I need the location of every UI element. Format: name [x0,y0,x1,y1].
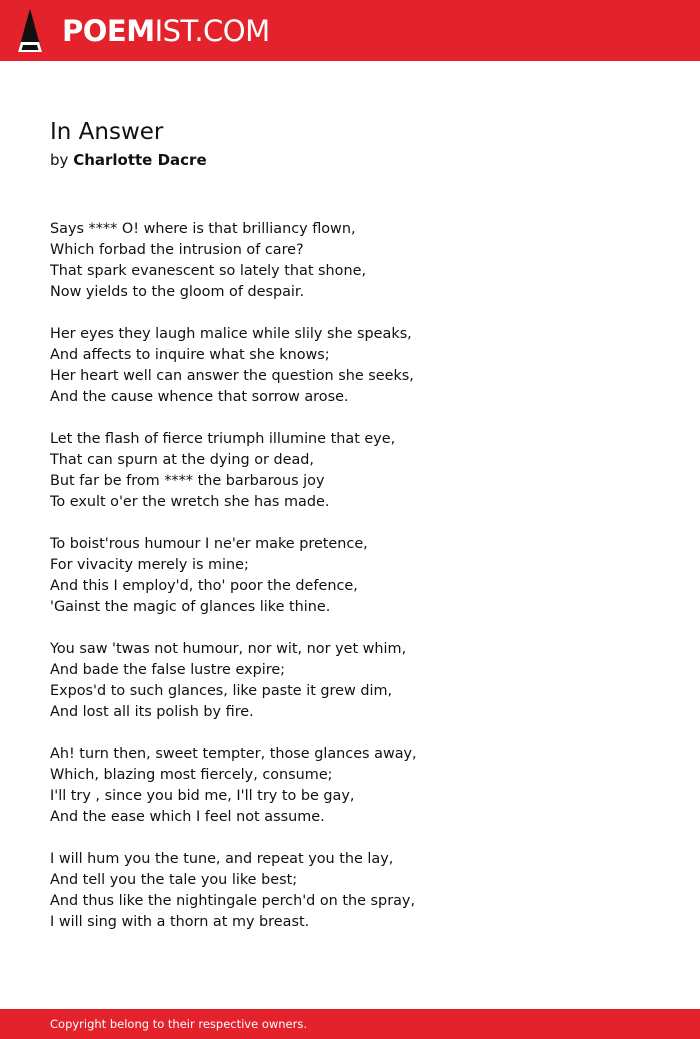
site-header [0,0,700,61]
poem-line: You saw 'twas not humour, nor wit, nor yet whim, [50,641,407,657]
poem-line: And the cause whence that sorrow arose. [50,389,349,405]
poem-stanza [50,219,650,303]
brand-bold: POEM [62,14,155,48]
brand-light: IST.COM [154,14,270,48]
pencil-tip-icon[interactable] [18,9,42,52]
poem-stanza [50,534,650,618]
poem-stanza [50,744,650,828]
poem-line: And tell you the tale you like best; [50,872,298,888]
poem-title: In Answer [50,119,164,145]
poem-line: I will sing with a thorn at my breast. [50,914,310,930]
poem-line: But far be from **** the barbarous joy [50,473,325,489]
poem-line: Expos'd to such glances, like paste it grew dim, [50,683,393,699]
poem-line: And bade the false lustre expire; [50,662,286,678]
poem-line: To boist'rous humour I ne'er make pretence, [50,536,368,552]
poem-stanza [50,324,650,408]
poem-line: Her heart well can answer the question she seeks, [50,368,414,384]
poem-line: I'll try , since you bid me, I'll try to be gay, [50,788,355,804]
poem-stanza [50,849,650,933]
poem-line: And this I employ'd, tho' poor the defence, [50,578,358,594]
poem-line: Now yields to the gloom of despair. [50,284,305,300]
poem-line: 'Gainst the magic of glances like thine. [50,599,331,615]
poem-line: And affects to inquire what she knows; [50,347,330,363]
copyright-text: Copyright belong to their respective owners. [50,1017,308,1031]
poem-line: Let the flash of fierce triumph illumine that eye, [50,431,396,447]
poem-stanza [50,639,650,723]
poem-line: And thus like the nightingale perch'd on the spray, [50,893,416,909]
poem-line: For vivacity merely is mine; [50,557,249,573]
author-name: Charlotte Dacre [73,151,207,169]
poem-line: Ah! turn then, sweet tempter, those glances away, [50,746,417,762]
poem-line: That can spurn at the dying or dead, [50,452,314,468]
poem-line: And lost all its polish by fire. [50,704,254,720]
site-footer [0,1009,700,1039]
site-logo[interactable] [62,13,270,49]
by-prefix: by [50,151,69,169]
poem-line: Says **** O! where is that brilliancy flown, [50,221,356,237]
poem-line: Her eyes they laugh malice while slily she speaks, [50,326,412,342]
poem-line: And the ease which I feel not assume. [50,809,325,825]
poem-line: To exult o'er the wretch she has made. [50,494,330,510]
byline [50,150,207,170]
poem-line: I will hum you the tune, and repeat you the lay, [50,851,394,867]
poem-line: Which forbad the intrusion of care? [50,242,304,258]
poem-stanza [50,429,650,513]
poem-body [50,219,650,954]
poem-line: That spark evanescent so lately that shone, [50,263,367,279]
poem-line: Which, blazing most fiercely, consume; [50,767,333,783]
